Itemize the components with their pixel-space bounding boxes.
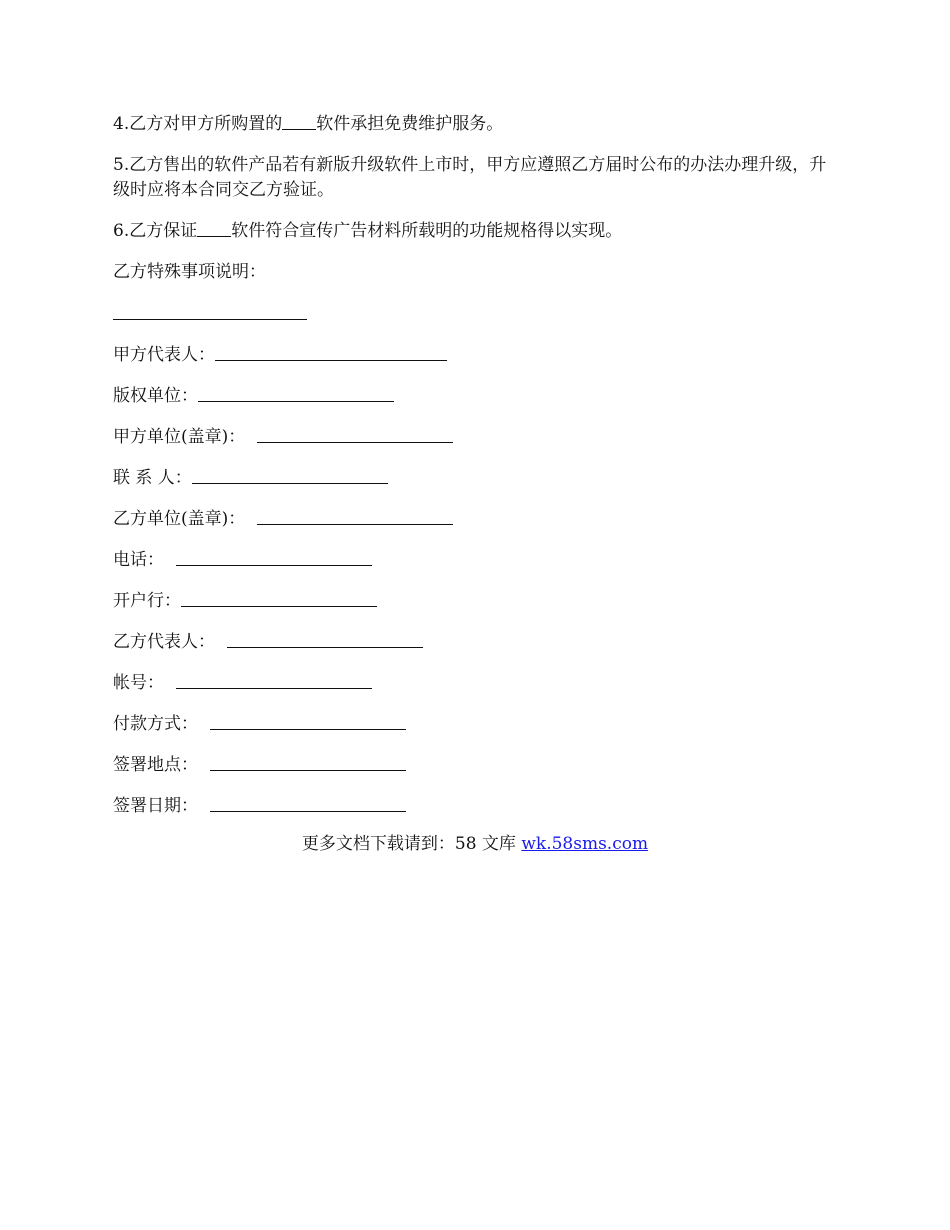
footer-text: 更多文档下载请到：58 文库 (301, 834, 522, 854)
sign-place-label: 签署地点： (113, 755, 198, 775)
phone-row (113, 547, 843, 572)
sign-place-row (113, 752, 843, 777)
clause-6-end: 软件符合宣传广告材料所载明的功能规格得以实现。 (231, 221, 623, 241)
party-a-rep-row (113, 342, 843, 367)
contract-body (113, 112, 843, 834)
party-a-rep-label: 甲方代表人： (113, 345, 215, 365)
bank-row (113, 588, 843, 613)
clause-4-end: 软件承担免费维护服务。 (316, 114, 504, 134)
party-b-unit-label: 乙方单位(盖章)： (113, 509, 246, 529)
clause-5: 5.乙方售出的软件产品若有新版升级软件上市时，甲方应遵照乙方届时公布的办法办理升级，升级时应将本合同交乙方验证。 (113, 155, 827, 200)
party-a-unit-label: 甲方单位(盖章)： (113, 427, 246, 447)
clause-6-blank (197, 219, 231, 237)
account-row (113, 670, 843, 695)
footer-link[interactable]: wk.58sms.com (521, 834, 649, 854)
party-a-unit-line (257, 424, 453, 443)
party-b-unit-row (113, 506, 843, 531)
party-b-rep-label: 乙方代表人： (113, 632, 215, 652)
party-b-rep-row (113, 629, 843, 654)
sign-date-label: 签署日期： (113, 796, 198, 816)
clause-6-start: 6.乙方保证 (113, 221, 198, 241)
special-note-label: 乙方特殊事项说明： (113, 262, 266, 282)
clause-4-blank (282, 112, 316, 130)
sign-date-row (113, 793, 843, 818)
contact-row (113, 465, 843, 490)
clause-4 (113, 112, 843, 137)
clause-6 (113, 219, 843, 244)
phone-label: 电话： (113, 550, 164, 570)
phone-line (176, 547, 372, 566)
special-note-line-row (113, 301, 843, 326)
payment-line (210, 711, 406, 730)
payment-label: 付款方式： (113, 714, 198, 734)
clause-4-start: 4.乙方对甲方所购置的 (113, 114, 283, 134)
party-a-unit-row (113, 424, 843, 449)
contact-line (192, 465, 388, 484)
copyright-unit-line (198, 383, 394, 402)
payment-row (113, 711, 843, 736)
sign-place-line (210, 752, 406, 771)
account-label: 帐号： (113, 673, 164, 693)
footer (0, 832, 950, 857)
special-note-line (113, 301, 307, 320)
contact-label: 联 系 人： (113, 468, 192, 488)
account-line (176, 670, 372, 689)
sign-date-line (210, 793, 406, 812)
bank-label: 开户行： (113, 591, 181, 611)
party-a-rep-line (215, 342, 447, 361)
party-b-rep-line (227, 629, 423, 648)
copyright-unit-label: 版权单位： (113, 386, 198, 406)
copyright-unit-row (113, 383, 843, 408)
bank-line (181, 588, 377, 607)
party-b-unit-line (257, 506, 453, 525)
